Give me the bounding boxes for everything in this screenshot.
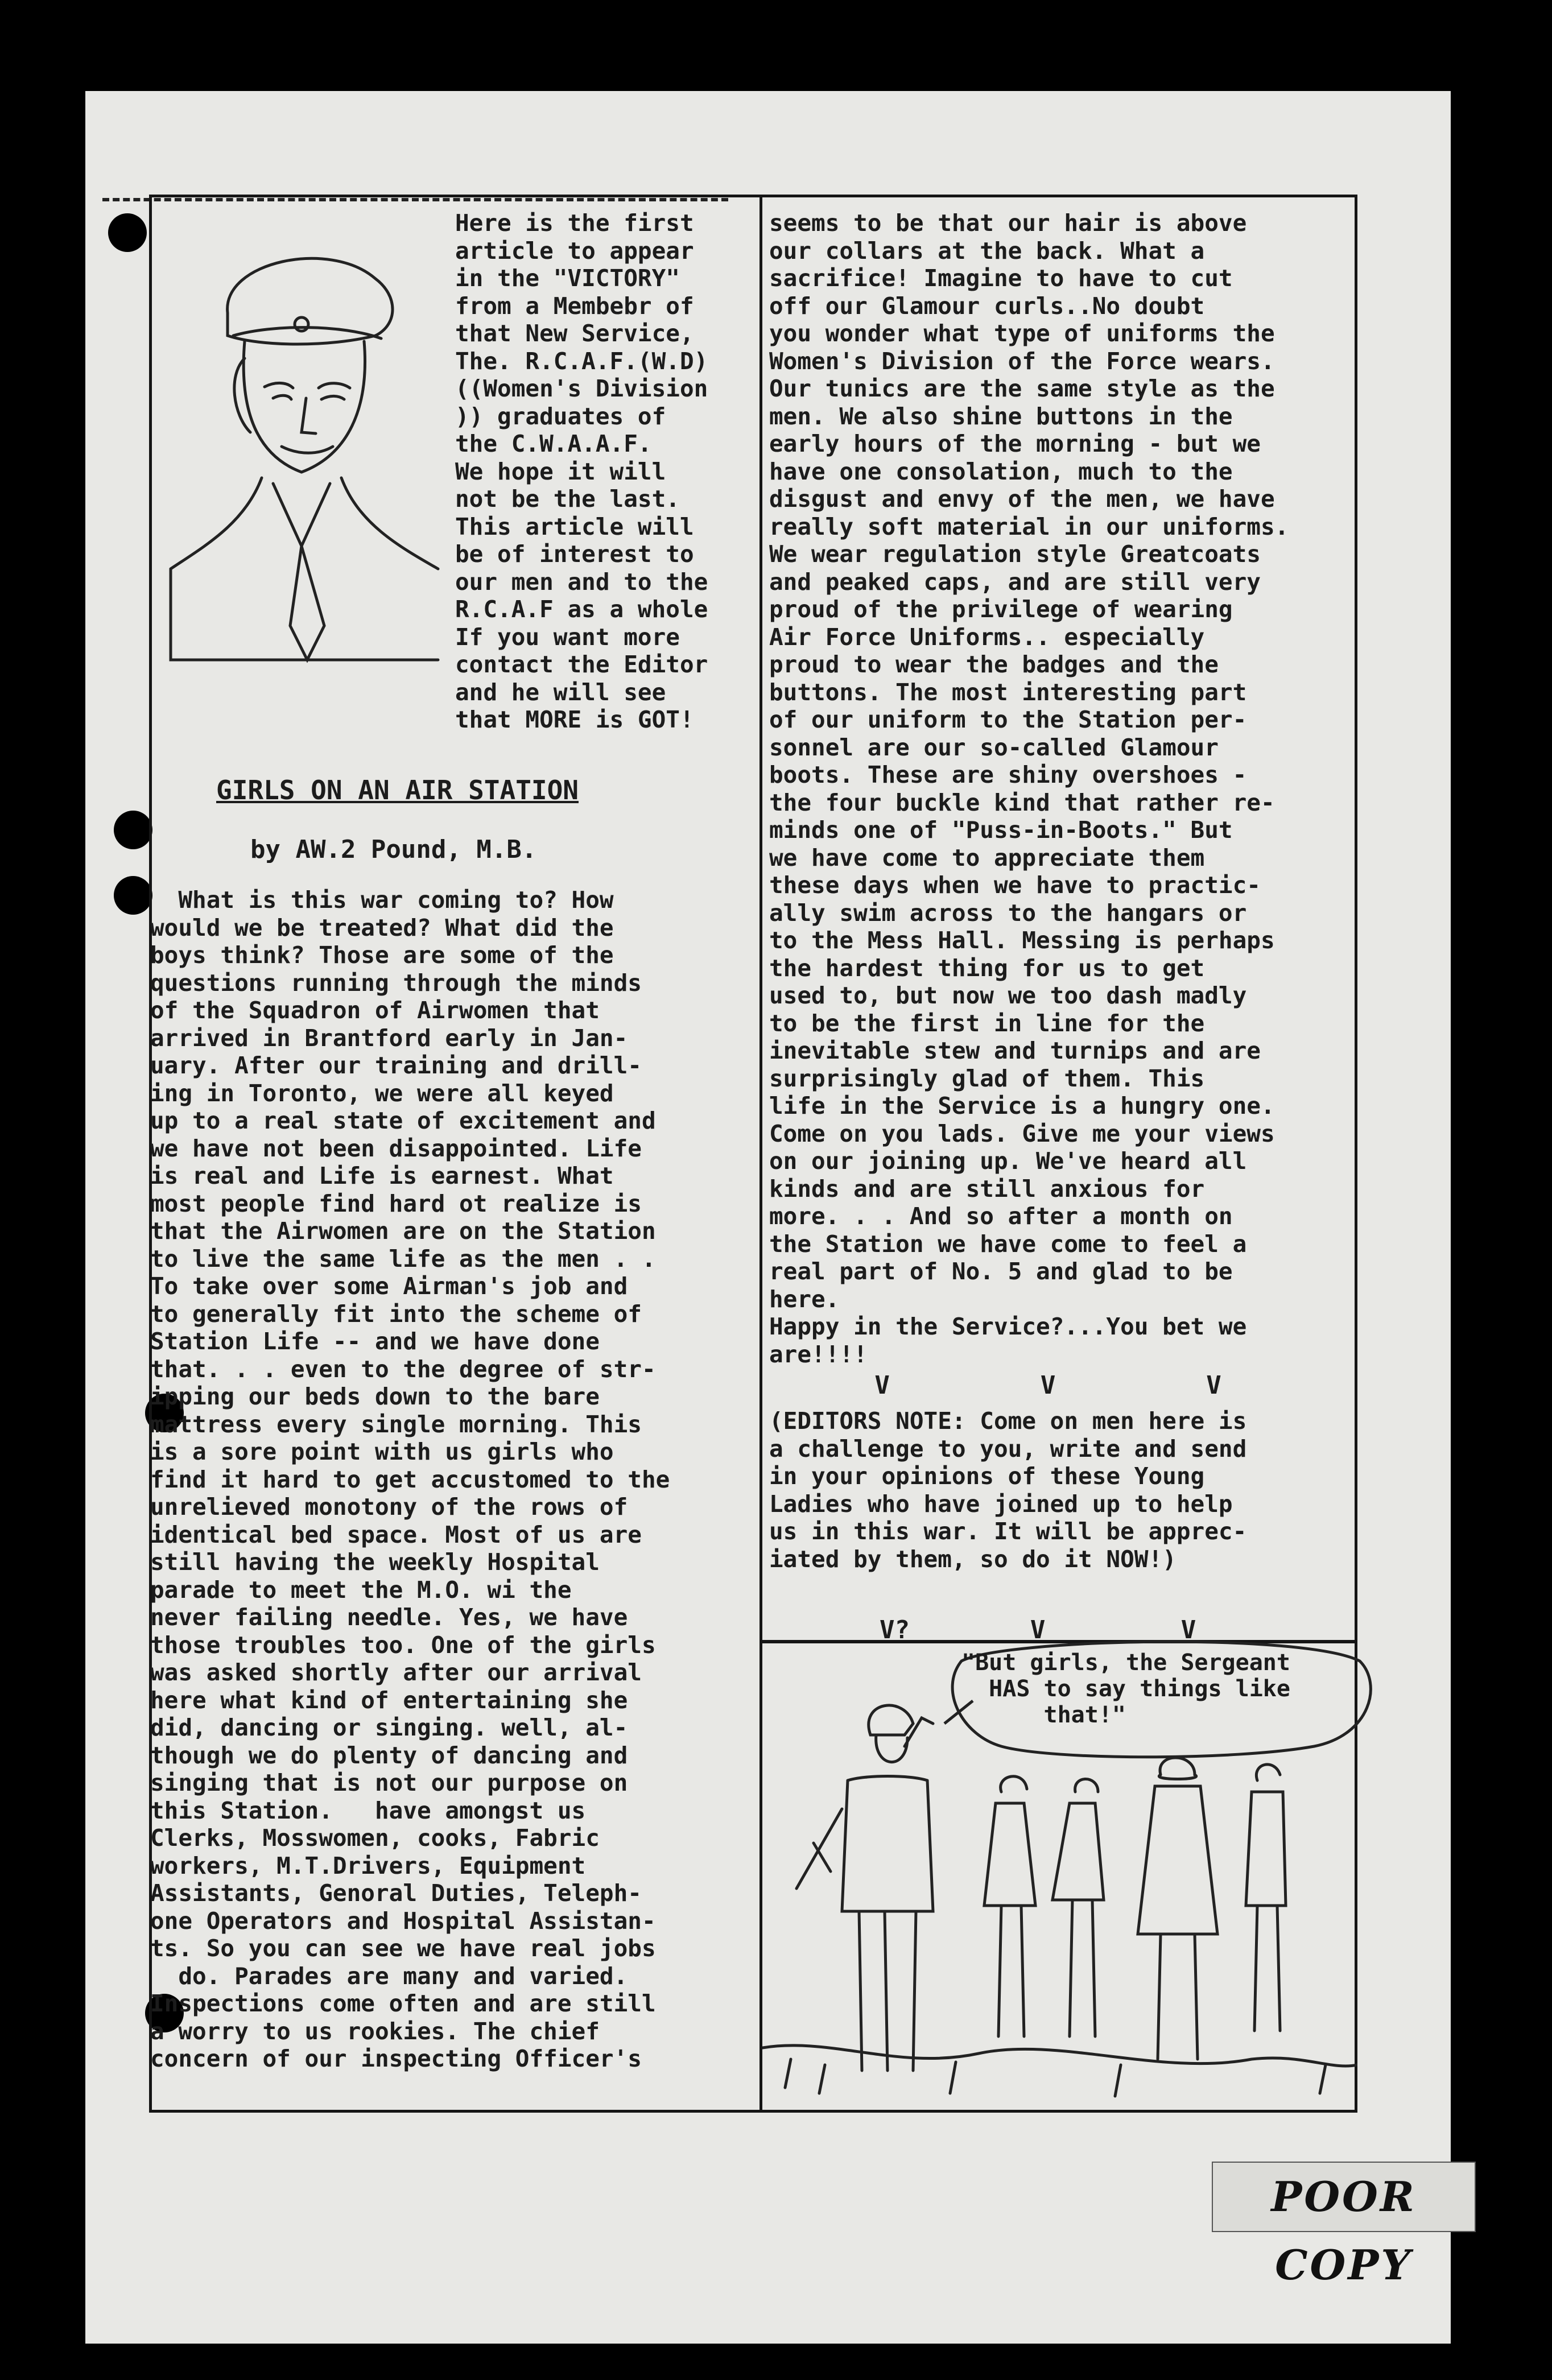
punch-hole (114, 876, 152, 915)
body-line: ts. So you can see we have real jobs (150, 1935, 656, 1962)
body-line: Come on you lads. Give me your views (769, 1119, 1275, 1147)
body-line: boots. These are shiny overshoes - (769, 761, 1247, 788)
article-left-column (150, 886, 759, 2073)
caption-line: "But girls, the Sergeant (961, 1650, 1290, 1676)
punch-hole (108, 213, 147, 252)
cartoon-v-marks: V? V V (819, 1615, 1196, 1644)
body-line: is a sore point with us girls who (150, 1438, 614, 1465)
note-line: (EDITORS NOTE: Come on men here is (769, 1407, 1247, 1435)
body-line: is real and Life is earnest. What (150, 1162, 614, 1189)
body-line: ipping our beds down to the bare (150, 1383, 600, 1410)
body-line: these days when we have to practic- (769, 871, 1261, 899)
intro-line: R.C.A.F as a whole (455, 596, 708, 623)
intro-line: be of interest to (455, 540, 694, 568)
body-line: never failing needle. Yes, we have (150, 1604, 628, 1631)
body-line: of the Squadron of Airwomen that (150, 997, 600, 1024)
body-line: to generally fit into the scheme of (150, 1300, 642, 1328)
body-line: men. We also shine buttons in the (769, 402, 1233, 430)
intro-line: and he will see (455, 678, 666, 706)
intro-line: We hope it will (455, 457, 666, 485)
body-line: off our Glamour curls..No doubt (769, 292, 1205, 320)
body-line: ally swim across to the hangars or (769, 899, 1247, 927)
body-line: have one consolation, much to the (769, 457, 1233, 485)
body-line: Assistants, Genoral Duties, Teleph- (150, 1879, 642, 1907)
body-line: really soft material in our uniforms. (769, 513, 1289, 540)
note-line: in your opinions of these Young (769, 1462, 1205, 1490)
body-line: we have not been disappointed. Life (150, 1134, 642, 1162)
intro-line: not be the last. (455, 485, 680, 513)
note-line: Ladies who have joined up to help (769, 1490, 1233, 1518)
body-line: this Station. have amongst us (150, 1796, 586, 1824)
body-line: are!!!! (769, 1340, 868, 1368)
intro-line: from a Membebr of (455, 292, 694, 320)
intro-line: that MORE is GOT! (455, 706, 694, 733)
body-line: the hardest thing for us to get (769, 954, 1205, 982)
body-line: Our tunics are the same style as the (769, 375, 1275, 402)
body-line: kinds and are still anxious for (769, 1175, 1205, 1203)
body-line: ing in Toronto, we were all keyed (150, 1079, 614, 1107)
article-byline: by AW.2 Pound, M.B. (250, 835, 537, 864)
intro-line: ((Women's Division (455, 375, 708, 402)
punch-hole (114, 811, 152, 849)
body-line: Clerks, Mosswomen, cooks, Fabric (150, 1824, 600, 1852)
body-line: here what kind of entertaining she (150, 1686, 628, 1714)
airwoman-portrait-sketch (159, 228, 444, 717)
body-line: to be the first in line for the (769, 1009, 1205, 1037)
body-line: arrived in Brantford early in Jan- (150, 1024, 628, 1052)
body-line: life in the Service is a hungry one. (769, 1092, 1275, 1119)
body-line: concern of our inspecting Officer's (150, 2045, 642, 2072)
body-line: up to a real state of excitement and (150, 1107, 656, 1134)
body-line: do. Parades are many and varied. (150, 1962, 628, 1990)
body-line: disgust and envy of the men, we have (769, 485, 1275, 513)
body-line: To take over some Airman's job and (150, 1272, 628, 1300)
body-line: and peaked caps, and are still very (769, 568, 1261, 596)
body-line: We wear regulation style Greatcoats (769, 540, 1261, 568)
body-line: here. (769, 1285, 840, 1313)
body-line: though we do plenty of dancing and (150, 1741, 628, 1769)
article-headline: GIRLS ON AN AIR STATION (216, 775, 579, 805)
cartoon-caption (961, 1650, 1360, 1728)
body-line: buttons. The most interesting part (769, 678, 1247, 706)
body-line: Women's Division of the Force wears. (769, 347, 1275, 375)
body-line: find it hard to get accustomed to the (150, 1465, 670, 1493)
body-line: that. . . even to the degree of str- (150, 1355, 656, 1383)
intro-line: If you want more (455, 623, 680, 651)
body-line: proud to wear the badges and the (769, 651, 1219, 678)
body-line: more. . . And so after a month on (769, 1203, 1233, 1230)
v-marks-divider: V V V (769, 1371, 1221, 1400)
body-line: seems to be that our hair is above (769, 209, 1247, 237)
intro-line: Here is the first (455, 209, 694, 237)
caption-line: that!" (961, 1702, 1126, 1728)
body-line: did, dancing or singing. well, al- (150, 1714, 628, 1741)
body-line: to live the same life as the men . . (150, 1245, 656, 1272)
body-line: sonnel are our so-called Glamour (769, 733, 1219, 761)
body-line: identical bed space. Most of us are (150, 1520, 642, 1548)
note-line: us in this war. It will be apprec- (769, 1518, 1247, 1545)
body-line: minds one of "Puss-in-Boots." But (769, 816, 1233, 844)
body-line: mattress every single morning. This (150, 1410, 642, 1438)
article-right-column (769, 209, 1355, 1368)
body-line: inevitable stew and turnips and are (769, 1037, 1261, 1064)
note-line: iated by them, so do it NOW!) (769, 1545, 1177, 1573)
body-line: Air Force Uniforms.. especially (769, 623, 1205, 651)
intro-blurb (455, 209, 751, 734)
body-line: surprisingly glad of them. This (769, 1064, 1205, 1092)
editors-note (769, 1407, 1355, 1573)
body-line: workers, M.T.Drivers, Equipment (150, 1852, 586, 1879)
body-line: sacrifice! Imagine to have to cut (769, 265, 1233, 292)
body-line: most people find hard ot realize is (150, 1189, 642, 1217)
body-line: Happy in the Service?...You bet we (769, 1313, 1247, 1340)
intro-line: )) graduates of (455, 402, 666, 430)
caption-line: HAS to say things like (961, 1676, 1290, 1702)
body-line: would we be treated? What did the (150, 914, 614, 941)
body-line: on our joining up. We've heard all (769, 1147, 1247, 1175)
body-line: unrelieved monotony of the rows of (150, 1493, 628, 1520)
body-line: of our uniform to the Station per- (769, 706, 1247, 733)
body-line: singing that is not our purpose on (150, 1769, 628, 1796)
note-line: a challenge to you, write and send (769, 1435, 1247, 1462)
intro-line: contact the Editor (455, 651, 708, 678)
intro-line: that New Service, (455, 320, 694, 347)
body-line: the four buckle kind that rather re- (769, 788, 1275, 816)
body-line: was asked shortly after our arrival (150, 1659, 642, 1686)
body-line: still having the weekly Hospital (150, 1548, 600, 1576)
body-line: early hours of the morning - but we (769, 430, 1261, 457)
body-line: parade to meet the M.O. wi the (150, 1576, 572, 1604)
body-line: questions running through the minds (150, 969, 642, 997)
body-line: that the Airwomen are on the Station (150, 1217, 656, 1245)
intro-line: The. R.C.A.F.(W.D) (455, 347, 708, 375)
intro-line: in the "VICTORY" (455, 265, 680, 292)
body-line: the Station we have come to feel a (769, 1230, 1247, 1258)
intro-line: article to appear (455, 237, 694, 265)
body-line: we have come to appreciate them (769, 844, 1205, 871)
intro-line: This article will (455, 513, 694, 540)
poor-copy-tag: POOR COPY (1212, 2162, 1476, 2232)
intro-line: our men and to the (455, 568, 708, 596)
intro-line: the C.W.A.A.F. (455, 430, 652, 457)
body-line: proud of the privilege of wearing (769, 596, 1233, 623)
body-line: a worry to us rookies. The chief (150, 2017, 600, 2045)
body-line: Station Life -- and we have done (150, 1328, 600, 1355)
body-line: What is this war coming to? How (150, 886, 614, 914)
body-line: our collars at the back. What a (769, 237, 1205, 265)
body-line: you wonder what type of uniforms the (769, 320, 1275, 347)
body-line: Inspections come often and are still (150, 1990, 656, 2017)
body-line: those troubles too. One of the girls (150, 1631, 656, 1659)
body-line: real part of No. 5 and glad to be (769, 1258, 1233, 1285)
body-line: to the Mess Hall. Messing is perhaps (769, 927, 1275, 954)
body-line: uary. After our training and drill- (150, 1052, 642, 1079)
body-line: one Operators and Hospital Assistan- (150, 1907, 656, 1935)
body-line: boys think? Those are some of the (150, 941, 614, 969)
body-line: used to, but now we too dash madly (769, 982, 1247, 1009)
